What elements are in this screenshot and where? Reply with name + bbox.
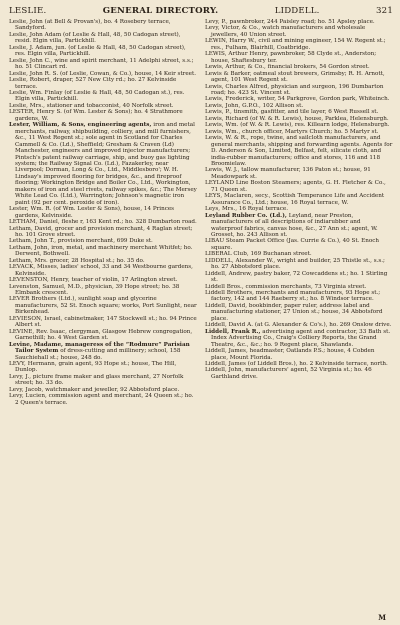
- directory-entry: [205, 167, 393, 180]
- directory-entry: [9, 226, 197, 239]
- entry-details: merchants and manufacturers, 93 Hope st.; factory, 142 and 144 Raeberry st.; ho. 8 Windsor terrace.: [211, 290, 381, 303]
- entry-details: rope, twine, and sailcloth manufacturers, and general merchants, shipping and forwarding agents. Agents for D. Anderson & Son, Limited, Belfast, felt, silicate cloth, and india-rubber manufacturers; office and stores, 116 and 118 Broomielaw.: [211, 135, 393, 167]
- directory-entry: [205, 303, 393, 322]
- entry-details: commission merchants, 73 Virginia street.: [243, 283, 367, 290]
- entry-details: 102 Allison st.: [260, 102, 304, 109]
- entry-details: picture frame maker and glass merchant, 27 Norfolk street; ho. 33 do.: [15, 373, 184, 387]
- entry-name: Lewis, Richard: [205, 115, 249, 122]
- directory-entry: [205, 213, 393, 239]
- directory-entry: [9, 206, 197, 219]
- directory-entry: [9, 284, 197, 297]
- entry-name: LEVER Brothers (Ltd.),: [9, 296, 77, 303]
- entry-details: grocer, 28 Hospital st.; ho. 35 do.: [47, 257, 145, 264]
- directory-entry: [9, 393, 197, 406]
- entry-details: grain agent, 93 Hope st.; house, The Hill, Dunlop.: [15, 361, 177, 374]
- entry-name: LETHAM, Daniel,: [9, 219, 60, 226]
- entry-name: Liddell, Frank R.,: [205, 328, 261, 335]
- directory-entry: [205, 367, 393, 380]
- entry-details: wright and builder, 25 Thistle st., s.s.; ho. 27 Abbotsford place.: [211, 257, 385, 271]
- directory-entry: [205, 84, 393, 97]
- directory-entry: [205, 135, 393, 167]
- entry-details: ladies' school, 33 and 34 Westbourne gardens, Kelvinside.: [15, 264, 193, 277]
- entry-name: Leslie, John R. S.: [9, 70, 59, 77]
- entry-name: Levy, P.,: [205, 19, 228, 25]
- directory-entry: [9, 90, 197, 103]
- entry-name: Lewis, W. & R.,: [205, 135, 249, 142]
- entry-name: LEVACK, Misses,: [9, 264, 59, 271]
- entry-name: Leslie, John: [9, 19, 43, 25]
- entry-details: writer, 54 Parkgrove, Gordon park, Whiteinch.: [255, 96, 390, 103]
- header-center: GENERAL DIRECTORY.: [102, 6, 219, 16]
- entry-name: Letham, Mrs.: [9, 257, 48, 264]
- entry-details: tallow manufacturer, 136 Paton st.; house, 91 Meadowpark st.: [211, 167, 371, 180]
- entry-details: (of Leslie & Hall, 48, 50 Cadogan street), resid. Elgin villa, Partickhill.: [15, 31, 181, 45]
- entry-name: Letham, David,: [9, 225, 54, 232]
- directory-entry: [9, 58, 197, 71]
- entry-name: Letham, John,: [9, 244, 50, 251]
- entry-name: Liddell Bros.,: [205, 283, 244, 290]
- entry-details: stationer and tobacconist, 40 Norfolk street.: [44, 102, 174, 109]
- entry-name: Lewis, John, G.P.O.,: [205, 102, 261, 109]
- entry-details: Scottish Temperance Life and Accident Assurance Co., Ltd.; house, 16 Royal terrace, W.: [211, 193, 385, 206]
- entry-name: LEWIN, Harry W.,: [205, 38, 257, 45]
- directory-entry: [9, 77, 197, 90]
- entry-name: Leys, Mrs.,: [205, 206, 238, 213]
- signature-mark: M: [378, 613, 386, 622]
- entry-details: (of Wm. Lester & Sons), house, 14 Princes gardens, Kelvinside.: [15, 206, 175, 219]
- directory-entry: [9, 342, 197, 361]
- entry-details: (of W. & R. Lewis), house, Parklea, Helensburgh.: [248, 115, 389, 122]
- entry-details: (Jas. Currie & Co.), 40 St. Enoch square.: [211, 238, 379, 251]
- entry-details: draper, 527 New City rd.; ho. 27 Kelvinside terrace.: [15, 77, 177, 90]
- entry-details: financial brokers, 54 Gordon street.: [265, 64, 370, 71]
- directory-entry: [205, 348, 393, 361]
- entry-name: Levy, Lucien,: [9, 393, 47, 400]
- entry-name: Lewis, Arthur, & Co.,: [205, 64, 266, 71]
- entry-details: oatmeal stout brewers, Grimsby; R. H. Arnott, agent, 101 West Regent st.: [211, 70, 385, 84]
- directory-entry: [205, 258, 393, 271]
- directory-entry: [205, 180, 393, 193]
- entry-details: headmaster, Oatlands P.S.; house, 4 Cobden place, Mount Florida.: [211, 348, 375, 361]
- entry-name: Leslie, Robert,: [9, 77, 52, 84]
- entry-name: Liddell Brothers,: [205, 290, 254, 297]
- directory-entry: [9, 122, 197, 206]
- directory-entry: [9, 361, 197, 374]
- entry-name: LEVY, Hermann,: [9, 361, 57, 368]
- directory-entry: [9, 264, 197, 277]
- entry-name: Levine, Madame, manageress of the “Rodmure” Parisian Tailor System: [9, 341, 190, 355]
- entry-details: pastry baker, 72 Cowcaddens st.; ho. 1 Stirling st.: [211, 270, 388, 284]
- entry-name: LESTER, Henry S.: [9, 109, 62, 116]
- entry-name: Lester, Wm. R.: [9, 206, 52, 213]
- directory-entry: [205, 271, 393, 284]
- entry-name: LEWIS, Arthur Henry,: [205, 51, 269, 58]
- entry-details: commission agent and merchant, 24 Queen st.; ho. 2 Queen's terrace.: [15, 393, 194, 406]
- entry-name: LIDDELL, Alexander W.,: [205, 257, 276, 264]
- entry-name: LEYLAND Line Boston Steamers;: [205, 180, 302, 187]
- running-header: [9, 6, 393, 18]
- entry-details: (of Wm. Lester & Sons); ho. 4 Strathmore gardens, W.: [15, 109, 183, 122]
- entry-details: (at Bell & Provan's), bo. 4 Rosebery terrace, Sandyford.: [15, 19, 171, 32]
- entry-details: clergyman, Glasgow Hebrew congregation, Garnethill; ho. 4 West Garden st.: [15, 328, 193, 342]
- entry-details: bookbinder, paper ruler, address label and manufacturing stationer, 27 Union st.; house, 34 Abbotsford place.: [211, 302, 383, 322]
- entry-details: wine and spirit merchant, 11 Adelphi street, s.s.; ho. 51 Clincart rd.: [15, 57, 194, 71]
- directory-entry: [9, 19, 197, 32]
- entry-details: church officer, Martyrs Church; ho. 5 Martyr st.: [240, 128, 379, 135]
- entry-details: iron and metal merchants, railway, shipbuilding, colliery, and mill furnishers, &c., 11 West Regent st.; sole agent in Scotland for Charles Cammell & Co. (Ld.), Sheffield; Gresham & Craven (Ld) Manchester, engineers and improved injector manufacturers; Pintsch's patent railway carriage, ship, and buoy gas lighting system; the Railway Signal Co. (Ld.), Fazakerley, near Liverpool; Dorman, Long & Co., Ltd., Middlesboro'; W. H. Lindsay's improved flooring for bridges, &c., and fireproof flooring; Workington Bridge and Boiler Co., Ltd., Workington, makers of iron and steel rivets, railway spikes, &c.; The Mersey White Lead Co. (Ltd.), Warrington; Johnson's magnetic iron paint (92 per cent. peroxide of iron).: [15, 122, 197, 206]
- entry-details: physician and surgeon, 196 Dumbarton road; ho. 423 St. Vincent st.: [211, 83, 384, 96]
- entry-details: manufacturers' agent, 52 Virginia st.; ho. 46 Garthland drive.: [211, 367, 372, 380]
- entry-name: LEVIESON, Israel,: [9, 315, 63, 322]
- directory-entry: [205, 51, 393, 64]
- directory-entry: [9, 109, 197, 122]
- entry-details: watch manufacturers and wholesale jewellers, 40 Union street.: [211, 25, 366, 38]
- entry-name: Lewis & Barker,: [205, 70, 252, 77]
- entry-details: 169 Buchanan street.: [248, 251, 312, 258]
- directory-entry: [205, 290, 393, 303]
- entry-name: Levenston, Samuel, M.D.,: [9, 283, 84, 290]
- entry-name: Lewis, Charles Alfred,: [205, 83, 270, 90]
- entry-name: Leslie, J. Adam, jun.: [9, 44, 67, 51]
- entry-details: physician, 39 Hope street; ho. 38 Elmbank crescent.: [15, 283, 180, 297]
- entry-details: sunlight soap and glycerine manufacturers, 52 St. Enoch square; works, Port Sunlight, near Birkenhead.: [15, 296, 197, 316]
- entry-name: Lester, William, & Sons, engineering agents,: [9, 122, 152, 129]
- entry-name: Letham, John T.,: [9, 238, 57, 245]
- directory-entry: [205, 25, 393, 38]
- entry-name: Lewis, Wm.: [205, 122, 239, 129]
- entry-details: 16 Royal terrace.: [237, 206, 288, 213]
- directory-entry: [205, 193, 393, 206]
- entry-details: advertising agent and contractor, 33 Bath st. Index Advertising Co., Craig's Colliery Reports, the Grand Theatre, &c., &c.; ho. 9 Regent place, Shawlands.: [211, 328, 391, 348]
- entry-name: Lewis, Frederick,: [205, 96, 256, 103]
- entry-details: cabinetmaker, 147 Stockwell st.; ho. 94 Prince Albert st.: [15, 315, 197, 329]
- entry-name: Leslie, John C.,: [9, 57, 53, 64]
- directory-entry: [9, 316, 197, 329]
- entry-details: (of Leslie & Hall, 48, 50 Cadogan st.), res. Elgin villa, Partickhill.: [15, 89, 185, 103]
- entry-name: Liddell, James,: [205, 348, 248, 355]
- entry-name: Leyland Rubber Co. (Ld.),: [205, 212, 287, 219]
- directory-entry: [9, 374, 197, 387]
- page-number: 321: [375, 6, 393, 16]
- directory-columns: [9, 19, 393, 406]
- directory-entry: [205, 71, 393, 84]
- entry-name: LEYS, Maclaren, secy.,: [205, 193, 271, 200]
- entry-details: Leyland, near Preston, manufacturers of all descriptions of indiarubber and waterproof fabrics, canvas hose, &c., 27 Ann st.; agent, W. Grosset, ho. 243 Allison st.: [211, 212, 378, 238]
- entry-name: Liddell, David A.: [205, 322, 254, 329]
- directory-entry: [9, 45, 197, 58]
- entry-details: iron, metal, and machinery merchant Whitfet; ho. Derwent, Bothwell.: [15, 244, 193, 258]
- entry-name: LIBAU Steam Packet Office: [205, 238, 285, 245]
- entry-name: Leslie, Mrs.,: [9, 102, 45, 109]
- entry-name: LEVENSTON, Henry,: [9, 277, 70, 284]
- entry-details: (of Leslie & Hall, 48, 50 Cadogan street), res. Elgin villa, Partickhill.: [15, 44, 186, 58]
- entry-details: (of W. & R. Lewis), res. Killearn lodge, Helensburgh.: [238, 122, 390, 129]
- directory-entry: [205, 329, 393, 348]
- header-left: LESLIE.: [9, 6, 47, 16]
- entry-details: agents, G. H. Fletcher & Co., 71 Queen st.: [211, 180, 386, 193]
- left-column: [9, 19, 197, 406]
- entry-name: Leslie, John Adam: [9, 31, 62, 38]
- entry-name: LIBERAL Club,: [205, 251, 249, 258]
- entry-name: Levy, J.,: [9, 373, 32, 380]
- entry-name: Liddell, John,: [205, 367, 244, 374]
- entry-name: Leslie, Wm. Finlay: [9, 89, 63, 96]
- directory-entry: [9, 296, 197, 315]
- entry-details: watchmaker and jeweller, 92 Abbotsford place.: [43, 386, 180, 393]
- entry-details: grocer and provision merchant, 4 Raglan street; ho. 101 Grove street.: [15, 225, 193, 238]
- entry-details: pawnbroker, 58 Clyde st., Anderston; house, Shaftesbury ter.: [211, 51, 377, 64]
- directory-entry: [9, 32, 197, 45]
- directory-entry: [9, 329, 197, 342]
- header-right: LIDDELL.: [274, 6, 320, 16]
- entry-details: teacher of violin, 17 Arlington street.: [69, 277, 178, 284]
- entry-details: pawnbroker, 244 Paisley road; ho. 51 Apsley place.: [227, 19, 375, 25]
- entry-details: provision merchant, 699 Duke st.: [56, 238, 153, 245]
- entry-details: (at G. Alexander & Co's.), ho. 269 Onslow drive.: [253, 322, 392, 329]
- entry-name: Levy, Jacob,: [9, 386, 44, 393]
- entry-name: Liddell, Andrew,: [205, 270, 253, 277]
- entry-details: of dress-cutting and millinery; school, 158 Sauchiehall st.; house, 248 do.: [15, 348, 181, 361]
- entry-name: Lewis, W. J.,: [205, 167, 240, 174]
- directory-entry: [9, 245, 197, 258]
- entry-details: (of Liddell Bros.), ho. 2 Kelvinside terrace, north.: [246, 361, 388, 368]
- entry-name: Levy, Victor, & Co.,: [205, 25, 261, 32]
- entry-details: fleshe r, 163 Kent rd.; ho. 328 Dumbarton road.: [59, 219, 197, 226]
- entry-name: Liddell, James: [205, 361, 246, 368]
- entry-name: Lewis, Wm.,: [205, 128, 241, 135]
- entry-details: (of Leslie, Cowan, & Co.), house, 14 Keir street.: [58, 70, 197, 77]
- entry-details: tinsmith, gasfitter, and tile layer, 6 West Russell st.: [231, 109, 379, 116]
- right-column: [205, 19, 393, 406]
- directory-entry: [205, 238, 393, 251]
- directory-entry: [205, 38, 393, 51]
- entry-details: civil and mining engineer, 154 W. Regent st.; res., Fulham, Blairhill, Coatbridge.: [211, 38, 386, 51]
- entry-name: Liddell, David,: [205, 302, 248, 309]
- entry-name: LEVINE, Rev. Isaac,: [9, 328, 67, 335]
- entry-name: Lewis, P.,: [205, 109, 232, 116]
